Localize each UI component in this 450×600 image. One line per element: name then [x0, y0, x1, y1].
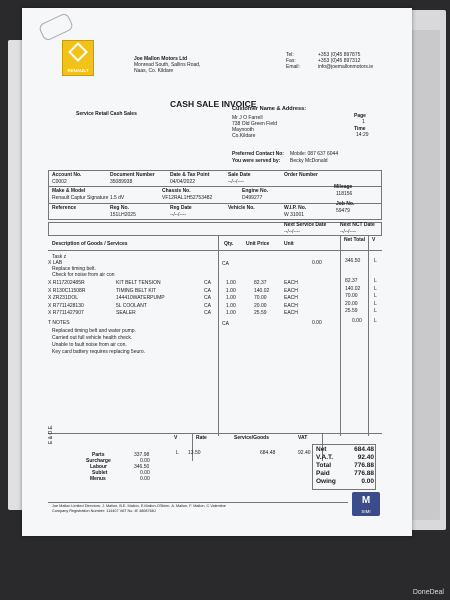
lab-total: 346.50 [345, 258, 361, 264]
part-desc: KIT BELT TENSION [116, 280, 161, 286]
col-v: V [372, 237, 376, 243]
eoe-label: E & O.E. [48, 424, 54, 444]
vat-col-vat: VAT [298, 435, 308, 441]
column-rule [218, 236, 219, 436]
net-value: 684.48 [354, 446, 374, 453]
task-line: Task z [52, 254, 67, 260]
account-label: Account No. [52, 172, 82, 178]
part-up: 20.00 [254, 302, 267, 309]
job-value: 59479 [336, 208, 350, 214]
part-qty: 1.00 [226, 295, 236, 302]
customer-name: Mr J O Farrell [232, 115, 263, 121]
dealer-tel: +353 (0)45 897875 [318, 52, 361, 58]
invoice-page [22, 8, 412, 536]
vat-col-v: V [174, 435, 178, 441]
part-desc: SEALER [116, 310, 136, 317]
notes-line: Key card battery requires replacing 5euro. [52, 349, 146, 355]
part-total: 70.00 [345, 293, 358, 300]
part-total: 20.00 [345, 300, 358, 307]
part-qty: 1.00 [226, 302, 236, 309]
account-value: C0002 [52, 179, 67, 185]
col-net-total: Net Total [344, 237, 366, 243]
footer-rule [48, 502, 348, 503]
vat-value: 92.40 [357, 454, 374, 461]
vat-v: L [176, 450, 179, 456]
parts-label: Parts [92, 452, 105, 458]
notes-line: Unable to fault noise from air con. [52, 342, 127, 348]
footer-directors: Joe Mallon Limited Directors: J. Mallon, B.E. Mallon, E.Mallon-O'Brien, A. Mallon, F. Mallon, C.Valentine [52, 504, 226, 508]
owing-value: 0.00 [361, 478, 374, 485]
notes-unit: CA [222, 321, 229, 327]
surcharge-value: 0.00 [140, 458, 150, 464]
page-label: Page [354, 113, 366, 119]
mileage-label: Mileage [334, 184, 353, 190]
note-line: Check for noise from air con [52, 272, 115, 278]
part-qty: 1.00 [226, 280, 236, 286]
customer-address-2: Maynooth [232, 127, 254, 133]
docnum-value: 35089938 [110, 179, 133, 185]
simi-text: SIMI [361, 509, 371, 514]
part-v: L [374, 285, 377, 292]
divider [48, 203, 382, 204]
part-up: 25.59 [254, 310, 267, 317]
notes-label: T NOTES [48, 320, 70, 326]
part-unit: CA [204, 295, 211, 302]
contact-label: Preferred Contact No: [232, 151, 284, 157]
menus-value: 0.00 [140, 476, 150, 482]
simi-mark: M [361, 495, 371, 506]
notes-unit-price: 0.00 [312, 320, 322, 326]
vat-rate: 13.50 [188, 450, 201, 456]
sublet-label: Sublet [92, 470, 108, 476]
regdate-label: Reg Date [170, 205, 192, 211]
part-code: X R130C11508R [48, 287, 86, 294]
col-description: Description of Goods / Services [52, 241, 128, 247]
column-rule [368, 236, 369, 436]
part-total: 140.02 [345, 285, 361, 292]
vat-goods: 684.48 [260, 450, 276, 456]
part-unit: CA [204, 310, 211, 317]
part-v: L [374, 300, 377, 307]
col-unit: Unit [284, 241, 294, 247]
paid-label: Paid [316, 470, 330, 477]
order-label: Order Number [284, 172, 318, 178]
next-nct-value: --/--/---- [340, 229, 357, 235]
note-line: Replace timing belt. [52, 266, 96, 272]
served-value: Becky McDonald [290, 158, 328, 164]
part-v: L [374, 308, 377, 315]
notes-total: 0.00 [352, 318, 362, 324]
diamond-icon [68, 42, 88, 62]
surcharge-label: Surcharge [86, 458, 111, 464]
table-header-rule [48, 250, 382, 251]
divider [48, 186, 382, 187]
footer-registration: Company Registration Number: 114407 VAT No. IE 4808768J [52, 509, 156, 513]
part-up: 70.00 [254, 295, 267, 302]
customer-address-1: 738 Old Green Field [232, 121, 278, 127]
time-value: 14:29 [356, 132, 369, 138]
notes-v: L [374, 318, 377, 324]
part-up: 82.37 [254, 280, 267, 286]
vat-table-rule [48, 433, 382, 434]
reference-label: Reference [52, 205, 77, 211]
notes-line: Replaced timing belt and water pump. [52, 328, 136, 334]
make-label: Make & Model [52, 188, 86, 194]
part-unit: CA [204, 287, 211, 294]
sublet-value: 0.00 [140, 470, 150, 476]
dealer-address-1: Monread South, Sallins Road, [134, 62, 201, 68]
part-up: 140.02 [254, 287, 270, 294]
time-label: Time [354, 126, 366, 132]
watermark: DoneDeal [412, 589, 444, 596]
vat-label: V.A.T. [316, 454, 334, 461]
next-service-value: --/--/---- [284, 229, 301, 235]
lab-unit: CA [222, 261, 229, 267]
mileage-value: 118156 [336, 191, 353, 197]
lab-v: L [374, 258, 377, 264]
lab-code: X LAB [48, 260, 63, 266]
col-qty: Qty. [224, 241, 234, 247]
simi-logo [352, 492, 380, 516]
make-value: Renault Captur Signature 1.5 dV [52, 195, 125, 201]
parts-value: 337.98 [134, 452, 150, 458]
customer-heading: Customer Name & Address: [232, 106, 307, 112]
part-desc: 144410WATERPUMP [116, 295, 165, 302]
owing-label: Owing [316, 478, 336, 485]
vat-col-goods: Service/Goods [234, 435, 270, 441]
saledate-label: Sale Date [228, 172, 251, 178]
wip-value: W 31001 [284, 212, 305, 218]
part-code: X R7711428130 [48, 302, 84, 309]
part-code: X R7711427907 [48, 310, 84, 317]
reg-value: 151LH2025 [110, 212, 136, 218]
reg-label: Reg No. [110, 205, 129, 211]
page-title: CASH SALE INVOICE [170, 99, 257, 109]
vat-col-rule [192, 433, 193, 461]
part-v: L [374, 278, 377, 284]
notes-line: Carried out full vehicle health check. [52, 335, 133, 341]
regdate-value: --/--/---- [170, 212, 187, 218]
part-total: 25.59 [345, 308, 358, 315]
paper-clip-icon [38, 12, 75, 42]
paid-value: 776.88 [354, 470, 374, 477]
service-dates-box [48, 222, 382, 236]
date-value: 04/04/2022 [170, 179, 196, 185]
part-qty: 1.00 [226, 310, 236, 317]
labour-value: 346.50 [134, 464, 150, 470]
customer-address-3: Co.Kildare [232, 133, 256, 139]
vat-col-rate: Rate [196, 435, 207, 441]
service-label: Service Retail Cash Sales [76, 111, 137, 117]
dealer-fax: +353 (0)45 897312 [318, 58, 361, 64]
served-label: You were served by: [232, 158, 281, 164]
contact-value: Mobile: 087 637 6044 [290, 151, 339, 157]
dealer-email: info@joemallonmotors.ie [318, 64, 374, 70]
part-total: 82.37 [345, 278, 358, 284]
vat-amount: 92.40 [298, 450, 311, 456]
logo-text: RENAULT [67, 68, 89, 73]
job-label: Job No. [336, 201, 355, 207]
col-unit-price: Unit Price [246, 241, 270, 247]
part-unit: CA [204, 302, 211, 309]
email-label: Email: [286, 64, 300, 70]
date-label: Date & Tax Point [170, 172, 210, 178]
engine-label: Engine No. [242, 188, 269, 194]
part-code: X ZR231DOL [48, 295, 79, 302]
part-code: X R117202485R [48, 280, 85, 286]
lab-unit-price: 0.00 [312, 260, 322, 266]
part-qty: 1.00 [226, 287, 236, 294]
engine-value: D499277 [242, 195, 263, 201]
part-each: EACH [284, 295, 298, 302]
part-v: L [374, 293, 377, 300]
page-number: 1 [362, 119, 365, 125]
part-each: EACH [284, 280, 298, 286]
vehicle-label: Vehicle No. [228, 205, 255, 211]
menus-label: Menus [90, 476, 106, 482]
part-desc: TIMING BELT KIT [116, 287, 157, 294]
labour-label: Labour [90, 464, 107, 470]
dealer-address-2: Naas, Co. Kildare [134, 68, 174, 74]
chassis-value: VF12RAL1H52753482 [162, 195, 213, 201]
fax-label: Fax: [286, 58, 296, 64]
part-each: EACH [284, 287, 298, 294]
next-service-label: Next Service Date [284, 222, 327, 228]
total-label: Total [316, 462, 332, 469]
chassis-label: Chassis No. [162, 188, 191, 194]
docnum-label: Document Number [110, 172, 155, 178]
part-each: EACH [284, 310, 298, 317]
net-label: Net [316, 446, 327, 453]
wip-label: W.I.P. No. [284, 205, 307, 211]
part-each: EACH [284, 302, 298, 309]
dealer-name: Joe Mallon Motors Ltd [134, 56, 188, 62]
part-desc: 5L COOLANT [116, 302, 147, 309]
next-nct-label: Next NCT Date [340, 222, 375, 228]
total-value: 776.88 [354, 462, 374, 469]
saledate-value: --/--/---- [228, 179, 245, 185]
part-unit: CA [204, 280, 211, 286]
column-rule [340, 236, 341, 436]
tel-label: Tel: [286, 52, 294, 58]
renault-logo [62, 40, 94, 76]
